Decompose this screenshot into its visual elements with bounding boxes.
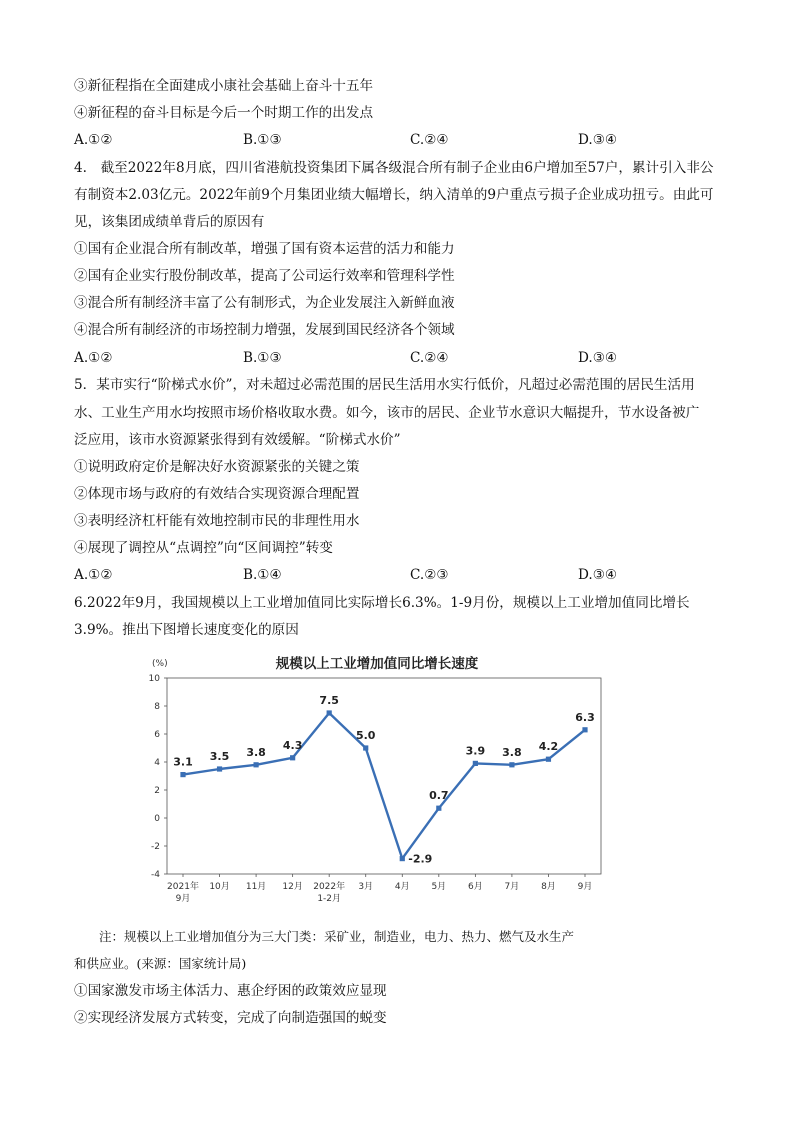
q4-option-c: C.②④ xyxy=(410,350,449,366)
q6-stem-line-1: 6.2022年9月，我国规模以上工业增加值同比实际增长6.3%。1-9月份，规模以上工业增加值同比增长 xyxy=(74,595,690,611)
q6-stem-line-2: 3.9%。推出下图增长速度变化的原因 xyxy=(74,622,299,638)
q4-option-b: B.①③ xyxy=(243,350,282,366)
q5-option-a: A.①② xyxy=(74,567,113,583)
data-point xyxy=(327,710,332,715)
data-points xyxy=(180,710,587,861)
y-axis-ticks xyxy=(149,674,167,880)
q3-option-c: C.②④ xyxy=(410,132,449,148)
q5-item-3: ③表明经济杠杆能有效地控制市民的非理性用水 xyxy=(74,513,360,529)
q6-item-1: ①国家激发市场主体活力、惠企纾困的政策效应显现 xyxy=(74,983,387,999)
y-tick-label: -4 xyxy=(151,870,160,880)
data-label: 0.7 xyxy=(429,789,449,803)
x-tick-label: 9月 xyxy=(577,882,593,892)
chart-y-unit: (%) xyxy=(152,659,168,669)
data-point xyxy=(582,727,587,732)
y-tick-label: 2 xyxy=(154,786,160,796)
x-tick-label: 2022年 xyxy=(313,882,346,892)
data-label: 4.3 xyxy=(282,738,303,752)
x-axis-ticks xyxy=(167,874,592,904)
x-tick-label: 11月 xyxy=(245,882,267,892)
q5-option-d: D.③④ xyxy=(578,567,618,583)
data-point xyxy=(290,755,295,760)
q6-item-2: ②实现经济发展方式转变，完成了向制造强国的蜕变 xyxy=(74,1010,387,1026)
q3-option-b: B.①③ xyxy=(243,132,282,148)
x-tick-label: 6月 xyxy=(467,882,483,892)
data-label: 3.8 xyxy=(246,745,266,759)
data-label: 6.3 xyxy=(575,710,595,724)
data-point xyxy=(363,745,368,750)
q6-note-line-2: 和供应业。(来源：国家统计局) xyxy=(74,956,247,971)
q3-option-a: A.①② xyxy=(74,132,113,148)
x-tick-label: 10月 xyxy=(209,882,230,892)
q4-stem-line-2: 有制资本2.03亿元。2022年前9个月集团业绩大幅增长，纳入清单的9户重点亏损子企业成功扭亏。由此可 xyxy=(74,187,714,203)
q5-stem-line-2: 水、工业生产用水均按照市场价格收取水费。如今，该市的居民、企业节水意识大幅提升，节水设备被广 xyxy=(74,405,700,421)
data-point xyxy=(509,762,514,767)
q4-option-a: A.①② xyxy=(74,350,113,366)
data-label: 3.8 xyxy=(502,745,522,759)
q5-item-2: ②体现市场与政府的有效结合实现资源合理配置 xyxy=(74,486,360,502)
data-point xyxy=(436,806,441,811)
q4-item-3: ③混合所有制经济丰富了公有制形式，为企业发展注入新鲜血液 xyxy=(74,295,455,311)
data-point xyxy=(473,761,478,766)
data-label: 3.5 xyxy=(209,750,230,763)
data-label: 4.2 xyxy=(538,740,559,754)
data-label: -2.9 xyxy=(408,852,433,866)
data-label: 7.5 xyxy=(319,694,339,707)
growth-line-chart xyxy=(142,650,612,910)
q5-stem-line-3: 泛应用，该市水资源紧张得到有效缓解。“阶梯式水价” xyxy=(74,432,401,448)
x-tick-label: 1-2月 xyxy=(317,894,342,904)
q4-option-d: D.③④ xyxy=(578,350,618,366)
x-tick-label: 5月 xyxy=(431,882,447,892)
series-line xyxy=(183,713,585,859)
q5-stem-line-1: 5．某市实行“阶梯式水价”，对未超过必需范围的居民生活用水实行低价，凡超过必需范围的居民生活用 xyxy=(74,377,695,393)
q4-item-1: ①国有企业混合所有制改革，增强了国有资本运营的活力和能力 xyxy=(74,241,455,257)
data-point xyxy=(180,772,185,777)
y-tick-label: -2 xyxy=(151,842,160,852)
x-tick-label: 4月 xyxy=(394,882,410,892)
data-labels xyxy=(173,694,595,866)
data-point xyxy=(546,757,551,762)
q5-item-4: ④展现了调控从“点调控”向“区间调控”转变 xyxy=(74,540,333,556)
q5-item-1: ①说明政府定价是解决好水资源紧张的关键之策 xyxy=(74,459,360,475)
x-tick-label: 9月 xyxy=(175,894,191,904)
x-tick-label: 2021年 xyxy=(167,882,199,892)
q4-stem-line-1: 4. 截至2022年8月底，四川省港航投资集团下属各级混合所有制子企业由6户增加至57户，累计引入非公 xyxy=(74,160,714,176)
q3-option-d: D.③④ xyxy=(578,132,618,148)
y-tick-label: 8 xyxy=(154,702,160,712)
y-tick-label: 0 xyxy=(154,814,160,824)
q3-item-3: ③新征程指在全面建成小康社会基础上奋斗十五年 xyxy=(74,78,374,94)
q5-option-c: C.②③ xyxy=(410,567,449,583)
chart-plot-frame xyxy=(167,678,601,874)
y-tick-label: 10 xyxy=(148,674,160,684)
x-tick-label: 7月 xyxy=(504,882,520,892)
data-label: 5.0 xyxy=(355,729,376,742)
x-tick-label: 12月 xyxy=(282,882,303,892)
chart-title: 规模以上工业增加值同比增长速度 xyxy=(275,656,479,672)
q6-note-line-1: 注：规模以上工业增加值分为三大门类：采矿业，制造业，电力、热力、燃气及水生产 xyxy=(74,929,575,944)
q4-item-4: ④混合所有制经济的市场控制力增强，发展到国民经济各个领域 xyxy=(74,322,455,338)
data-point xyxy=(253,762,258,767)
q4-item-2: ②国有企业实行股份制改革，提高了公司运行效率和管理科学性 xyxy=(74,268,455,284)
data-point xyxy=(217,766,222,771)
data-label: 3.9 xyxy=(465,744,486,758)
data-label: 3.1 xyxy=(173,755,193,769)
y-tick-label: 4 xyxy=(154,758,160,768)
q3-item-4: ④新征程的奋斗目标是今后一个时期工作的出发点 xyxy=(74,105,374,121)
x-tick-label: 8月 xyxy=(541,882,556,892)
data-point xyxy=(400,856,405,861)
y-tick-label: 6 xyxy=(154,730,160,740)
x-tick-label: 3月 xyxy=(358,882,374,892)
q5-option-b: B.①④ xyxy=(243,567,282,583)
q4-stem-line-3: 见，该集团成绩单背后的原因有 xyxy=(74,214,265,230)
